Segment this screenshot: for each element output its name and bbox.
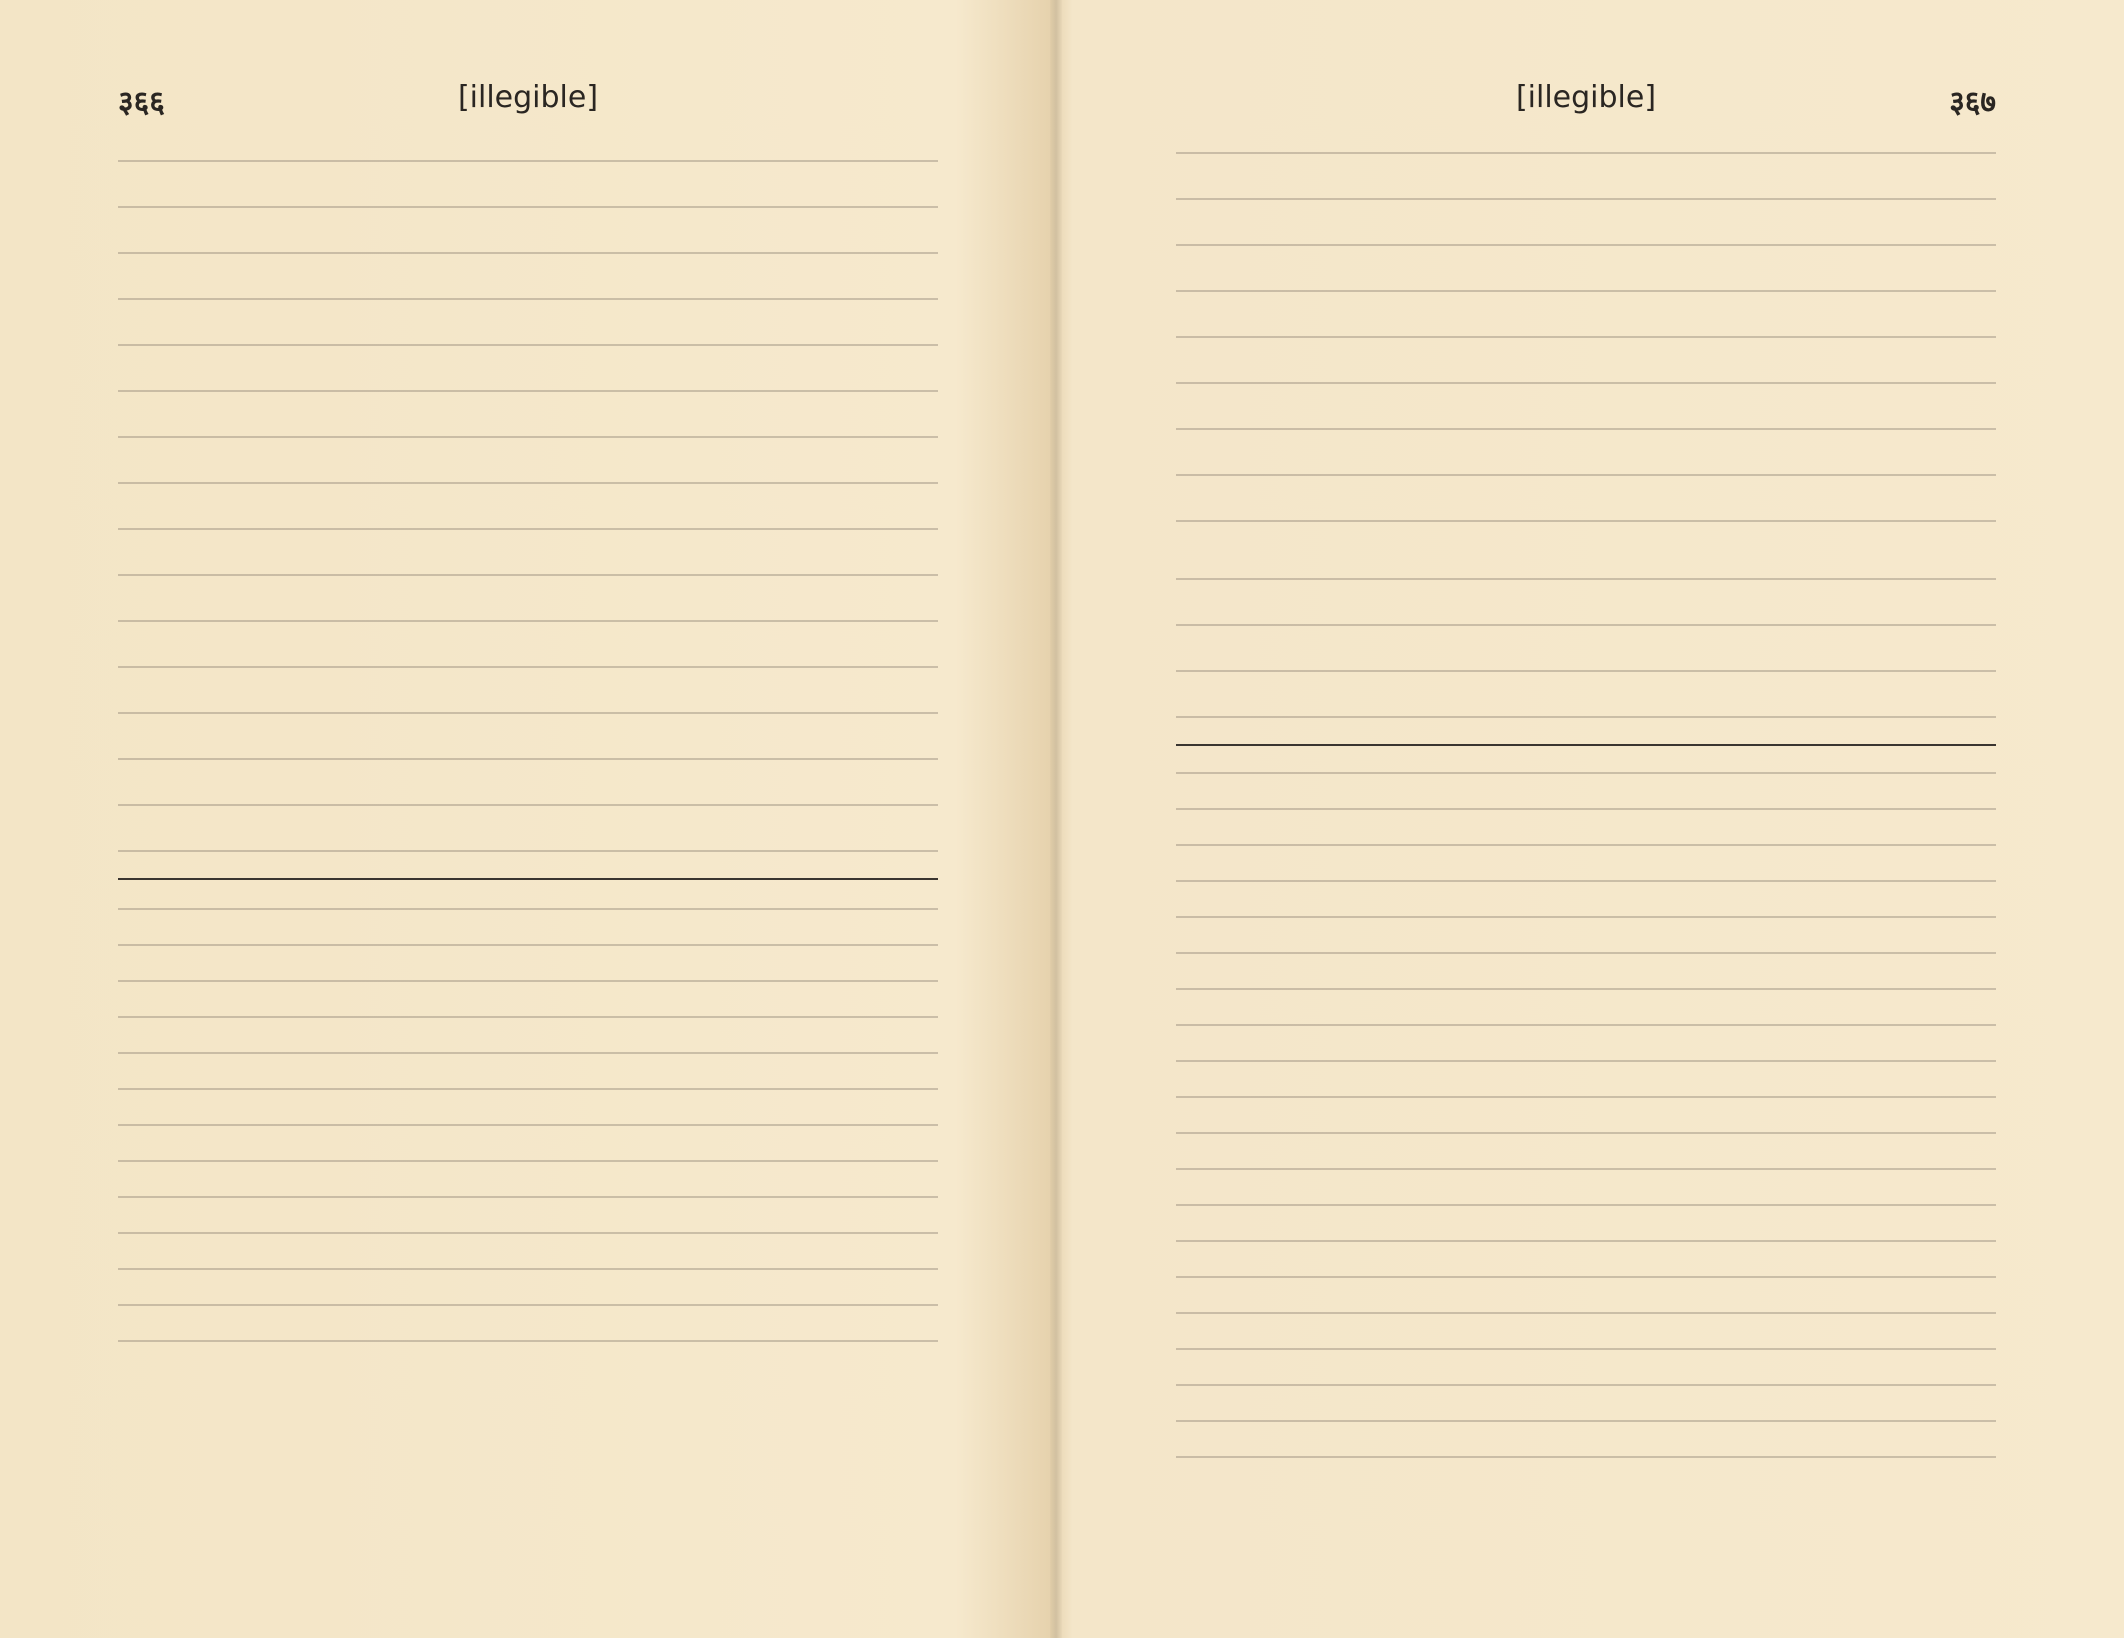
illegible-footnotes [1176,768,1996,1458]
left-page-header [118,80,938,140]
left-running-head: [illegible] [457,80,599,115]
illegible-footnotes [118,902,938,1342]
right-page-number: ३६७ [1949,85,1996,120]
footnote-divider [118,878,938,880]
illegible-text-block [1176,152,1996,522]
right-page-header [1176,80,1996,140]
illegible-text-block [1176,548,1996,718]
left-page [118,80,938,1368]
right-page [1176,80,1996,1484]
footnote-divider [1176,744,1996,746]
left-page-number: ३६६ [118,85,165,120]
right-page-body [1176,152,1996,1458]
illegible-text-block [118,152,938,852]
left-page-body [118,152,938,1342]
book-gutter [1050,0,1062,1638]
right-running-head: [illegible] [1515,80,1657,115]
